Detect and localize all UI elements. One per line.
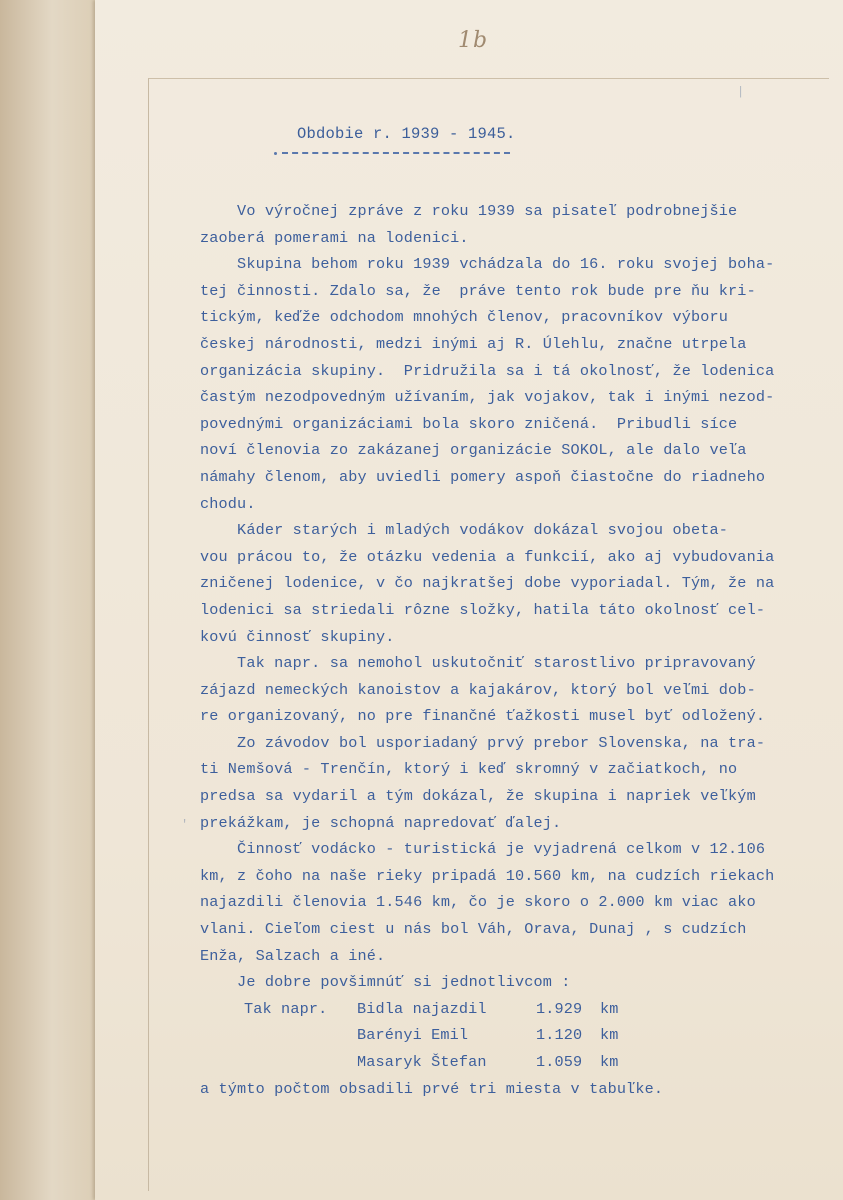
text-line: organizácia skupiny. Pridružila sa i tá okolnosť, že lodenica	[200, 361, 775, 380]
distance-unit: km	[600, 999, 619, 1018]
member-name: Barényi Emil	[357, 1026, 469, 1045]
text-line: tickým, keďže odchodom mnohých členov, pracovníkov výboru	[200, 308, 729, 327]
member-name: Masaryk Štefan	[357, 1053, 487, 1071]
section-heading: Obdobie r. 1939 - 1945.	[297, 125, 516, 143]
text-line: vou prácou to, že otázku vedenia a funkcií, ako aj vybudovania	[200, 547, 775, 566]
distance-value: 1.059	[536, 1053, 583, 1071]
member-name: Bidla najazdil	[357, 999, 487, 1018]
text-line: povednými organizáciami bola skoro zničená. Pribudli síce	[200, 414, 738, 433]
text-line: zaoberá pomerami na lodenici.	[200, 228, 469, 247]
table-row	[200, 1022, 800, 1049]
text-line: chodu.	[200, 494, 256, 513]
text-line: Činnosť vodácko - turistická je vyjadrená celkom v 12.106	[200, 840, 766, 859]
closing-line: a týmto počtom obsadili prvé tri miesta v tabuľke.	[200, 1079, 664, 1098]
distance-unit: km	[600, 1026, 619, 1045]
text-line: lodenici sa striedali rôzne složky, hatila táto okolnosť cel-	[200, 600, 766, 619]
typed-body	[200, 198, 800, 1102]
text-line: námahy členom, aby uviedli pomery aspoň čiastočne do riadneho	[200, 467, 766, 486]
text-line: Enža, Salzach a iné.	[200, 946, 386, 965]
text-line: najazdili členovia 1.546 km, čo je skoro o 2.000 km viac ako	[200, 893, 756, 912]
text-line: Tak napr. sa nemohol uskutočniť starostlivo pripravovaný	[200, 654, 756, 673]
distance-value: 1.120	[536, 1026, 583, 1045]
text-line: vlani. Cieľom ciest u nás bol Váh, Orava, Dunaj , s cudzích	[200, 920, 747, 939]
text-line: noví členovia zo zakázanej organizácie SOKOL, ale dalo veľa	[200, 441, 747, 460]
margin-mark: |	[737, 85, 745, 99]
margin-mark: '	[181, 818, 189, 832]
text-line: Káder starých i mladých vodákov dokázal svojou obeta-	[200, 521, 729, 540]
paragraph-lines	[200, 198, 800, 996]
underlying-sheet	[0, 0, 95, 1200]
text-line: českej národnosti, medzi inými aj R. Úlehlu, značne utrpela	[200, 334, 747, 353]
text-line: častým nezodpovedným užívaním, jak vojakov, tak i inými nezod-	[200, 388, 775, 407]
text-line: km, z čoho na naše rieky pripadá 10.560 km, na cudzích riekach	[200, 866, 775, 885]
table-row	[200, 1049, 800, 1076]
table-row	[200, 996, 800, 1023]
text-line: Skupina behom roku 1939 vchádzala do 16. roku svojej boha-	[200, 255, 775, 274]
text-line: zájazd nemeckých kanoistov a kajakárov, ktorý bol veľmi dob-	[200, 680, 756, 699]
text-line: Je dobre povšimnúť si jednotlivcom :	[200, 973, 571, 992]
text-line: ti Nemšová - Trenčín, ktorý i keď skromný v začiatkoch, no	[200, 760, 738, 779]
heading-underline	[282, 152, 510, 154]
folio-number: 1b	[458, 28, 489, 53]
text-line: tej činnosti. Zdalo sa, že práve tento rok bude pre ňu kri-	[200, 281, 756, 300]
text-line: predsa sa vydaril a tým dokázal, že skupina i napriek veľkým	[200, 787, 756, 806]
text-line: zničenej lodenice, v čo najkratšej dobe vyporiadal. Tým, že na	[200, 574, 775, 593]
text-line: Zo závodov bol usporiadaný prvý prebor Slovenska, na tra-	[200, 733, 766, 752]
text-line: Vo výročnej zpráve z roku 1939 sa pisateľ podrobnejšie	[200, 202, 738, 220]
text-line: re organizovaný, no pre finančné ťažkosti musel byť odložený.	[200, 707, 766, 726]
distance-value: 1.929	[536, 999, 583, 1018]
distance-table	[200, 996, 800, 1076]
text-line: prekážkam, je schopná napredovať ďalej.	[200, 813, 562, 832]
text-line: kovú činnosť skupiny.	[200, 627, 395, 646]
distance-unit: km	[600, 1053, 619, 1071]
table-intro-label: Tak napr.	[244, 999, 328, 1018]
